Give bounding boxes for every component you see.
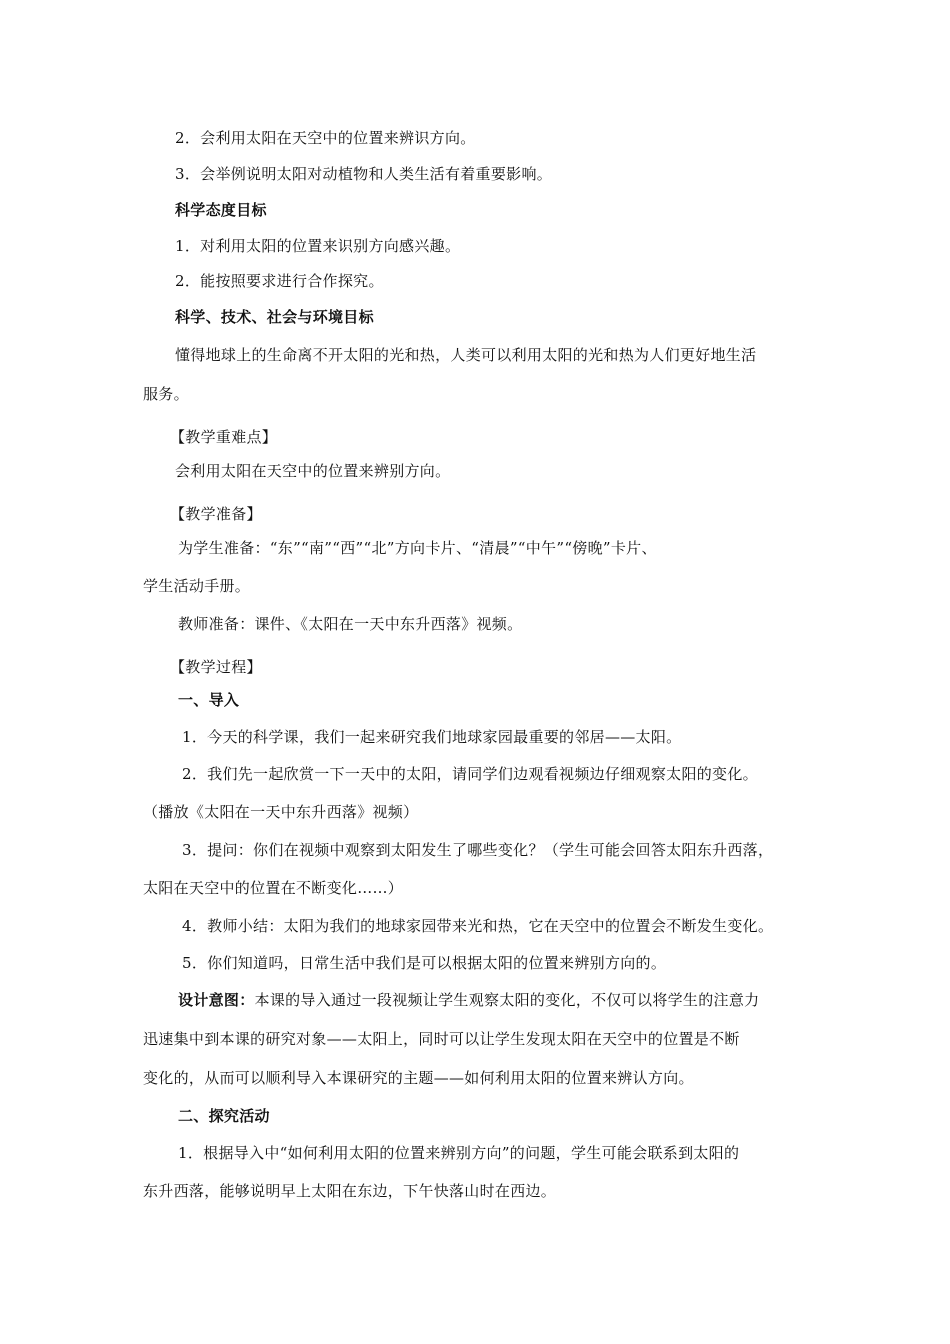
section-1-item-3-line-2: 太阳在天空中的位置在不断变化……） bbox=[143, 879, 404, 897]
section-1-item-3-line-1: 3．提问：你们在视频中观察到太阳发生了哪些变化？（学生可能会回答太阳东升西落， bbox=[182, 841, 774, 859]
design-intent-line-1 bbox=[178, 990, 759, 1010]
knowledge-goal-item-2: 2．会利用太阳在天空中的位置来辨识方向。 bbox=[175, 129, 476, 147]
design-intent-line-2: 迅速集中到本课的研究对象——太阳上，同时可以让学生发现太阳在天空中的位置是不断 bbox=[143, 1030, 740, 1048]
preparation-student-line-2: 学生活动手册。 bbox=[143, 577, 251, 595]
design-intent-line-3: 变化的，从而可以顺利导入本课研究的主题——如何利用太阳的位置来辨认方向。 bbox=[143, 1069, 694, 1087]
section-2-item-1-line-2: 东升西落，能够说明早上太阳在东边，下午快落山时在西边。 bbox=[143, 1182, 557, 1200]
key-points-heading: 【教学重难点】 bbox=[170, 428, 278, 446]
key-points-text: 会利用太阳在天空中的位置来辨别方向。 bbox=[175, 462, 451, 480]
design-intent-text-1: 本课的导入通过一段视频让学生观察太阳的变化，不仅可以将学生的注意力 bbox=[254, 991, 760, 1009]
section-1-item-2-note: （播放《太阳在一天中东升西落》视频） bbox=[143, 803, 419, 821]
attitude-goal-item-2: 2．能按照要求进行合作探究。 bbox=[175, 272, 384, 290]
preparation-student-line-1: 为学生准备：“东”“南”“西”“北”方向卡片、“清晨”“中午”“傍晚”卡片、 bbox=[178, 539, 657, 557]
section-2-heading: 二、探究活动 bbox=[178, 1107, 270, 1125]
section-1-item-1: 1．今天的科学课，我们一起来研究我们地球家园最重要的邻居——太阳。 bbox=[182, 728, 682, 746]
knowledge-goal-item-3: 3．会举例说明太阳对动植物和人类生活有着重要影响。 bbox=[175, 165, 553, 183]
design-intent-label: 设计意图： bbox=[178, 991, 255, 1009]
section-2-item-1-line-1: 1．根据导入中“如何利用太阳的位置来辨别方向”的问题，学生可能会联系到太阳的 bbox=[178, 1144, 740, 1162]
section-1-item-2: 2．我们先一起欣赏一下一天中的太阳，请同学们边观看视频边仔细观察太阳的变化。 bbox=[182, 765, 758, 783]
section-1-item-5: 5．你们知道吗，日常生活中我们是可以根据太阳的位置来辨别方向的。 bbox=[182, 954, 667, 972]
section-1-item-4: 4．教师小结：太阳为我们的地球家园带来光和热，它在天空中的位置会不断发生变化。 bbox=[182, 917, 774, 935]
section-1-heading: 一、导入 bbox=[178, 691, 240, 709]
preparation-heading: 【教学准备】 bbox=[170, 505, 262, 523]
process-heading: 【教学过程】 bbox=[170, 658, 262, 676]
stse-goals-heading: 科学、技术、社会与环境目标 bbox=[175, 308, 374, 326]
attitude-goal-item-1: 1．对利用太阳的位置来识别方向感兴趣。 bbox=[175, 237, 461, 255]
preparation-teacher: 教师准备：课件、《太阳在一天中东升西落》视频。 bbox=[178, 615, 523, 633]
attitude-goals-heading: 科学态度目标 bbox=[175, 201, 267, 219]
stse-goal-line-1: 懂得地球上的生命离不开太阳的光和热，人类可以利用太阳的光和热为人们更好地生活 bbox=[175, 346, 757, 364]
stse-goal-line-2: 服务。 bbox=[143, 385, 189, 403]
